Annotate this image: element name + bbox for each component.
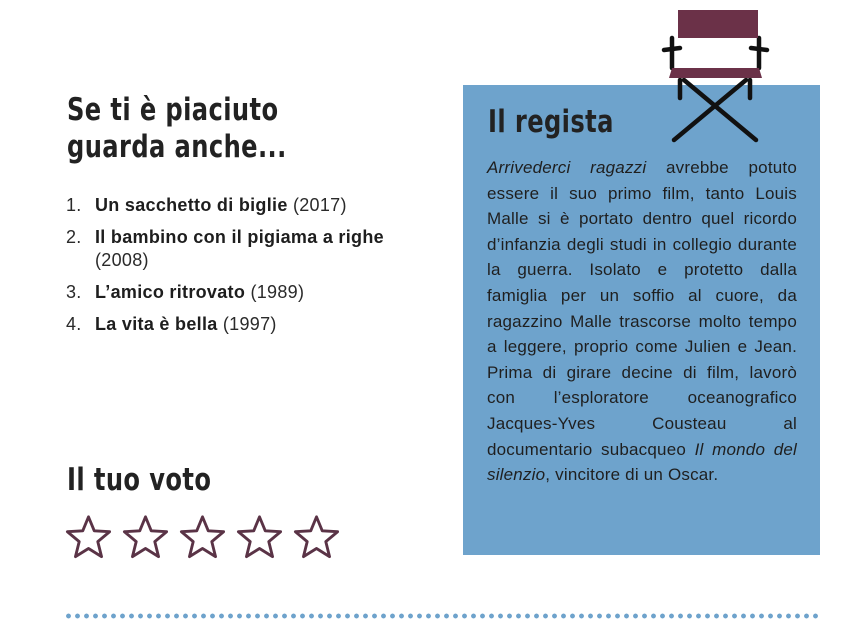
film-year: (2017) [292,195,347,215]
list-number: 3. [66,282,82,302]
film-title-italic: Arrivederci ragazzi [487,158,647,177]
film-year: (1997) [222,314,277,334]
film-year: (1989) [250,282,305,302]
director-heading: Il regista [488,104,614,140]
director-chair-icon [658,6,773,144]
bio-text-end: , vincitore di un Oscar. [545,465,719,485]
film-year: (2008) [95,250,149,270]
watch-also-heading: Se ti è piaciuto guarda anche... [67,92,287,165]
rating-heading: Il tuo voto [67,462,212,498]
documentary-title-italic: Il mondo del silenzio [487,439,797,485]
list-number: 2. [66,227,82,247]
star-icon[interactable] [178,514,227,560]
list-item [66,226,385,272]
list-item [66,281,426,304]
recommended-films-list [66,194,426,345]
star-icon[interactable] [292,514,341,560]
list-item [66,194,426,217]
list-number: 4. [66,314,82,334]
film-title: L’amico ritrovato [95,282,246,302]
film-title: Un sacchetto di biglie [95,195,288,215]
dotted-divider [64,613,820,619]
list-item [66,313,426,336]
bio-text: avrebbe potuto essere il suo primo film, tanto Louis Malle si è portato dentro quel ricordo d’infanzia degli studi in collegio durante la guerra. Isolato e protetto dalla famiglia per un soffio al cuore, da ragazzino Malle trascorse molto tempo a leggere, proprio come Julien e Jean. Prima di girare decine di film, lavorò con l’esploratore oceanografico Jacques-Yves Cousteau al documentario subacqueo [487,158,797,459]
film-title: Il bambino con il pigiama a righe [95,227,384,247]
star-icon[interactable] [121,514,170,560]
star-icon[interactable] [64,514,113,560]
star-rating[interactable] [64,514,341,560]
film-title: La vita è bella [95,314,218,334]
list-number: 1. [66,195,82,215]
director-bio [487,155,797,488]
star-icon[interactable] [235,514,284,560]
